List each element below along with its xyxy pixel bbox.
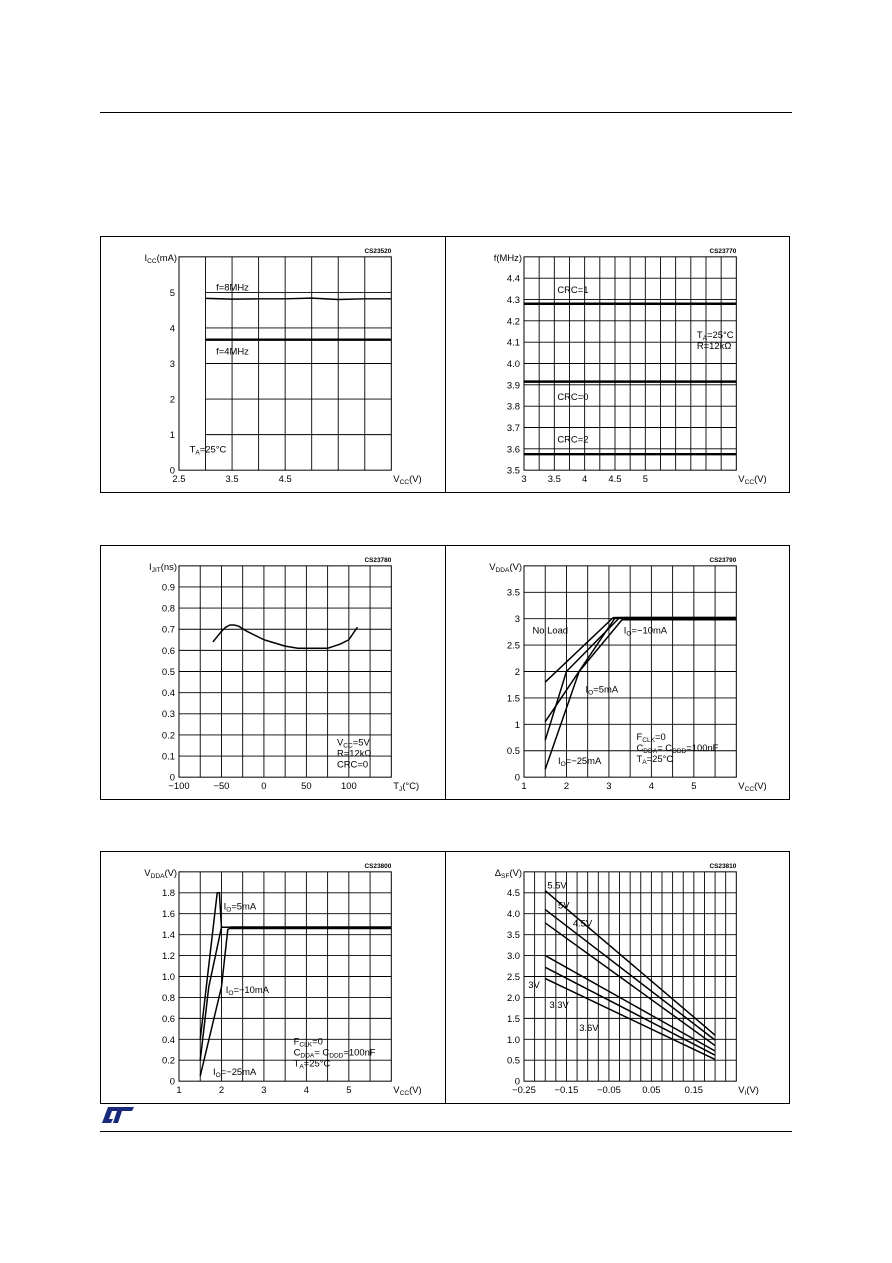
y-tick-label-0: 0 bbox=[169, 464, 176, 476]
annotation-1: CRC=0 bbox=[556, 390, 588, 402]
annotation-1: $I_O=-10mA$ bbox=[623, 624, 667, 638]
x-tick-label-2: 0 bbox=[261, 780, 267, 792]
annotation-2: 4.5V bbox=[572, 917, 592, 929]
y-tick-label-0: 0 bbox=[514, 1075, 520, 1087]
y-tick-label-3: 0.3 bbox=[161, 708, 176, 720]
annotation-4: 3.3V bbox=[548, 998, 569, 1010]
x-axis-label: $V_I(V)$ bbox=[737, 1084, 759, 1098]
bottom-rule bbox=[100, 1131, 792, 1132]
y-tick-label-1: 0.5 bbox=[506, 745, 520, 757]
chart-5-svg bbox=[446, 852, 790, 1103]
note-line-0: $F_{CLK}=0$ bbox=[636, 731, 666, 745]
note-line-2: $T_A=25^\circ C$ bbox=[636, 753, 673, 767]
y-tick-label-7: 3.5 bbox=[506, 929, 520, 941]
x-tick-label-1: 3.5 bbox=[547, 473, 561, 485]
annotation-1: 5V bbox=[557, 899, 569, 911]
y-tick-label-3: 3 bbox=[169, 357, 176, 369]
y-tick-label-9: 4.4 bbox=[506, 272, 520, 284]
y-tick-label-8: 1.6 bbox=[161, 908, 176, 920]
x-axis-label: $V_{CC}(V)$ bbox=[737, 780, 767, 794]
note-line-0: $T_A=25^\circ C$ bbox=[696, 328, 734, 342]
y-tick-label-1: 0.2 bbox=[161, 1054, 176, 1066]
chart-vdda-vs-vcc-2 bbox=[101, 852, 445, 1103]
y-tick-label-3: 0.6 bbox=[161, 1012, 176, 1024]
annotation-3: $I_O=-25mA$ bbox=[557, 754, 601, 768]
y-tick-label-0: 0 bbox=[169, 1075, 176, 1087]
x-tick-label-4: 5 bbox=[690, 780, 696, 792]
x-tick-label-4: 0.15 bbox=[684, 1084, 703, 1096]
y-tick-label-5: 2.5 bbox=[506, 970, 520, 982]
series-line-0 bbox=[200, 893, 391, 1040]
note-line-2: CRC=0 bbox=[336, 758, 369, 770]
x-axis-label: $V_{CC}(V)$ bbox=[393, 1084, 422, 1098]
x-tick-label-3: 4.5 bbox=[607, 473, 622, 485]
chart-4-svg bbox=[101, 852, 445, 1103]
annotation-0: No Load bbox=[531, 624, 568, 636]
x-tick-label-2: 3 bbox=[261, 1084, 267, 1096]
x-tick-label-4: 100 bbox=[340, 780, 357, 792]
note-line-2: $T_A=25^\circ C$ bbox=[293, 1057, 331, 1071]
x-tick-label-1: 3.5 bbox=[225, 473, 239, 485]
y-tick-label-4: 0.8 bbox=[161, 991, 176, 1003]
chart-delta-sf-vs-vi bbox=[445, 852, 790, 1103]
x-tick-label-0: 1 bbox=[176, 1084, 182, 1096]
annotation-1: $I_O=-10mA$ bbox=[225, 984, 270, 998]
y-tick-label-3: 3.8 bbox=[506, 400, 520, 412]
note-line-0: $F_{CLK}=0$ bbox=[293, 1035, 323, 1049]
chart-3-svg bbox=[446, 546, 790, 799]
y-tick-label-9: 4.5 bbox=[506, 887, 520, 899]
y-tick-label-2: 0.2 bbox=[161, 729, 176, 741]
x-tick-label-3: 0.05 bbox=[641, 1084, 661, 1096]
chart-0-svg bbox=[101, 237, 445, 492]
y-tick-label-6: 0.6 bbox=[161, 644, 176, 656]
x-tick-label-0: 1 bbox=[520, 780, 527, 792]
chart-row-3 bbox=[100, 851, 790, 1104]
y-tick-label-3: 1.5 bbox=[506, 1012, 520, 1024]
x-axis-label: $V_{CC}(V)$ bbox=[737, 473, 767, 487]
y-tick-label-2: 1 bbox=[514, 718, 520, 730]
y-tick-label-5: 5 bbox=[169, 286, 176, 298]
y-tick-label-2: 0.4 bbox=[161, 1033, 176, 1045]
chart-row-2 bbox=[100, 545, 790, 800]
x-tick-label-2: 4.5 bbox=[278, 473, 292, 485]
y-axis-label: $V_{DDA}(V)$ bbox=[488, 560, 522, 574]
note-line-1: $C_{DDA}= C_{DDD}=100nF$ bbox=[293, 1046, 376, 1060]
x-tick-label-3: 4 bbox=[303, 1084, 309, 1096]
annotation-2: $I_O=-25mA$ bbox=[212, 1065, 257, 1079]
y-tick-label-4: 4 bbox=[169, 322, 176, 334]
x-tick-label-3: 50 bbox=[301, 780, 312, 792]
series-line-0 bbox=[206, 298, 392, 299]
y-tick-label-4: 0.4 bbox=[161, 687, 176, 699]
chart-code: CS23520 bbox=[364, 247, 392, 255]
y-tick-label-0: 0 bbox=[514, 771, 520, 783]
y-tick-label-6: 3 bbox=[514, 613, 520, 625]
y-tick-label-6: 4.1 bbox=[506, 336, 520, 348]
y-tick-label-3: 1.5 bbox=[506, 692, 520, 704]
x-tick-label-0: −100 bbox=[168, 780, 190, 792]
y-tick-label-7: 3.5 bbox=[506, 586, 520, 598]
x-tick-label-2: −0.05 bbox=[596, 1084, 621, 1096]
chart-row-1 bbox=[100, 236, 790, 493]
y-axis-label: $V_{DDA}(V)$ bbox=[144, 866, 178, 880]
annotation-2: $I_O=5mA$ bbox=[585, 683, 618, 697]
x-tick-label-3: 4 bbox=[648, 780, 654, 792]
x-tick-label-1: −0.15 bbox=[554, 1084, 578, 1096]
y-tick-label-7: 0.7 bbox=[161, 623, 176, 635]
chart-vdda-vs-vcc bbox=[445, 546, 790, 799]
y-tick-label-1: 0.5 bbox=[506, 1054, 520, 1066]
y-tick-label-4: 2.0 bbox=[506, 991, 520, 1003]
st-logo bbox=[100, 1105, 136, 1125]
annotation-0: $I_O=5mA$ bbox=[223, 900, 257, 914]
annotation-5: 3.6V bbox=[578, 1021, 599, 1033]
x-tick-label-0: 3 bbox=[520, 473, 527, 485]
y-tick-label-9: 0.9 bbox=[161, 581, 176, 593]
note-line-0: $V_{CC}=5V$ bbox=[336, 736, 370, 750]
x-tick-label-1: 2 bbox=[563, 780, 569, 792]
y-tick-label-8: 0.8 bbox=[161, 602, 176, 614]
x-tick-label-4: 5 bbox=[346, 1084, 352, 1096]
y-tick-label-2: 3.7 bbox=[506, 421, 520, 433]
x-tick-label-0: 2.5 bbox=[172, 473, 186, 485]
y-tick-label-5: 2.5 bbox=[506, 639, 520, 651]
annotation-0: 5.5V bbox=[546, 879, 567, 891]
x-axis-label: $T_J(^\circ C)$ bbox=[393, 780, 420, 794]
chart-2-svg bbox=[101, 546, 445, 799]
note-line-1: R=12kΩ bbox=[336, 747, 372, 759]
y-tick-label-4: 2 bbox=[514, 665, 520, 677]
y-tick-label-1: 1 bbox=[169, 429, 176, 441]
y-axis-label: $I_{JIT}(ns)$ bbox=[149, 560, 178, 574]
x-tick-label-2: 4 bbox=[581, 473, 587, 485]
y-tick-label-7: 4.2 bbox=[506, 315, 520, 327]
y-tick-label-0: 0 bbox=[169, 771, 176, 783]
chart-code: CS23800 bbox=[364, 862, 392, 870]
note-line-0: $T_A=25^\circ C$ bbox=[189, 443, 227, 457]
y-tick-label-1: 0.1 bbox=[161, 750, 176, 762]
y-tick-label-8: 4.3 bbox=[506, 293, 520, 305]
y-tick-label-5: 0.5 bbox=[161, 665, 176, 677]
annotation-0: CRC=1 bbox=[556, 284, 588, 296]
y-tick-label-4: 3.9 bbox=[506, 379, 520, 391]
y-axis-label: $I_{CC}(mA)$ bbox=[144, 251, 178, 265]
annotation-0: f=8MHz bbox=[216, 281, 249, 293]
y-axis-label: f(MHz) bbox=[493, 251, 522, 263]
chart-code: CS23810 bbox=[708, 862, 736, 870]
x-tick-label-2: 3 bbox=[605, 780, 612, 792]
chart-jitter-vs-tj bbox=[101, 546, 445, 799]
y-tick-label-2: 2 bbox=[169, 393, 176, 405]
y-tick-label-5: 4.0 bbox=[506, 357, 520, 369]
chart-code: CS23790 bbox=[708, 556, 736, 564]
y-tick-label-9: 1.8 bbox=[161, 887, 176, 899]
x-tick-label-0: −0.25 bbox=[511, 1084, 536, 1096]
chart-freq-vs-vcc bbox=[445, 237, 790, 492]
y-tick-label-6: 1.2 bbox=[161, 950, 176, 962]
y-tick-label-7: 1.4 bbox=[161, 929, 176, 941]
y-tick-label-1: 3.6 bbox=[506, 443, 520, 455]
y-axis-label: $\Delta_{SF}(V)$ bbox=[494, 866, 522, 880]
y-tick-label-0: 3.5 bbox=[506, 464, 520, 476]
annotation-2: CRC=2 bbox=[556, 433, 588, 445]
chart-1-svg bbox=[446, 237, 790, 492]
x-tick-label-4: 5 bbox=[642, 473, 648, 485]
y-tick-label-8: 4.0 bbox=[506, 908, 520, 920]
x-tick-label-1: 2 bbox=[218, 1084, 225, 1096]
chart-icc-vs-vcc bbox=[101, 237, 445, 492]
chart-code: CS23780 bbox=[364, 556, 392, 564]
x-axis-label: $V_{CC}(V)$ bbox=[393, 473, 422, 487]
x-tick-label-1: −50 bbox=[213, 780, 230, 792]
top-rule bbox=[100, 112, 792, 113]
annotation-3: 3V bbox=[527, 979, 540, 991]
chart-code: CS23770 bbox=[708, 247, 736, 255]
note-line-1: $C_{DDA}= C_{DDD}=100nF$ bbox=[636, 742, 718, 756]
annotation-1: f=4MHz bbox=[216, 345, 249, 357]
y-tick-label-6: 3.0 bbox=[506, 950, 520, 962]
y-tick-label-2: 1.0 bbox=[506, 1033, 520, 1045]
y-tick-label-5: 1.0 bbox=[161, 970, 176, 982]
note-line-1: R=12kΩ bbox=[696, 339, 731, 351]
